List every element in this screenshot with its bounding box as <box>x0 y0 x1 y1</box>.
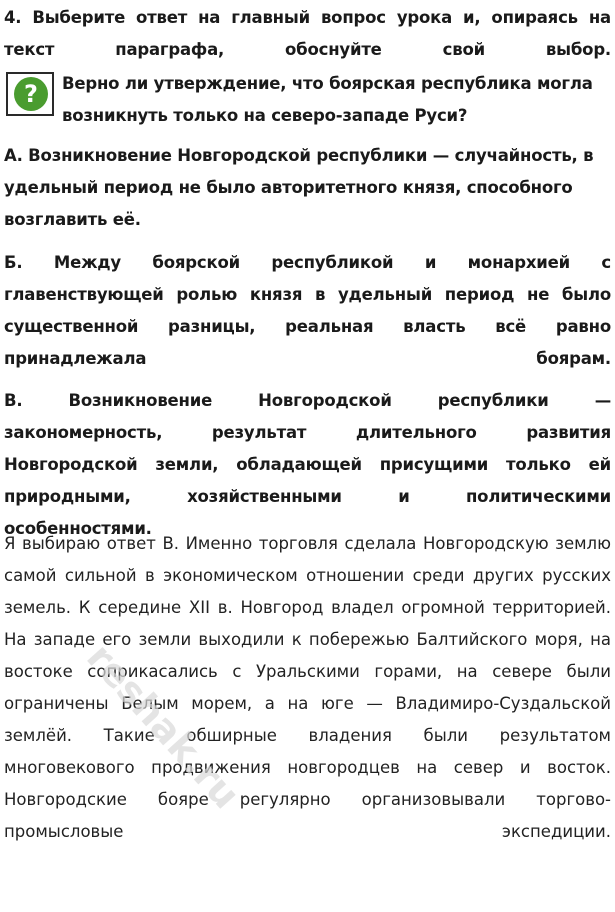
option-b: Б. Между боярской республикой и монархией с главенствующей ролью князя в удельный период не было существенной разницы, реальная власть всё равно принадлежала боярам. <box>4 253 611 368</box>
question-mark-icon: ? <box>6 72 54 116</box>
question-text: Верно ли утверждение, что боярская республика могла возникнуть только на северо-западе Руси? <box>62 74 593 125</box>
question-block <box>4 68 611 132</box>
watermark: reshak.ru <box>78 635 249 818</box>
answer-text: Я выбираю ответ В. Именно торговля сделала Новгородскую землю самой сильной в экономическом отношении среди других русских земель. К середине XII в. Новгород владел огромной территорией. На западе его земли выходили к побережью Балтийского моря, на востоке соприкасались с Уральскими горами, на севере были ограничены Белым морем, а на юге — Владимиро-Суздальской землёй. Такие обширные владения были результатом многовекового продвижения новгородцев на север и восток. Новгородские бояре регулярно организовывали торгово-промысловые экспедиции. <box>4 534 611 841</box>
option-a: А. Возникновение Новгородской республики — случайность, в удельный период не было авторитетного князя, способного возглавить её. <box>4 146 594 229</box>
option-c: В. Возникновение Новгородской республики — закономерность, результат длительного развития Новгородской земли, обладающей присущими только ей природными, хозяйственными и политическими особенностями. <box>4 391 611 538</box>
task-title: 4. Выберите ответ на главный вопрос урока и, опираясь на текст параграфа, обоснуйте свой выбор. <box>4 8 611 59</box>
